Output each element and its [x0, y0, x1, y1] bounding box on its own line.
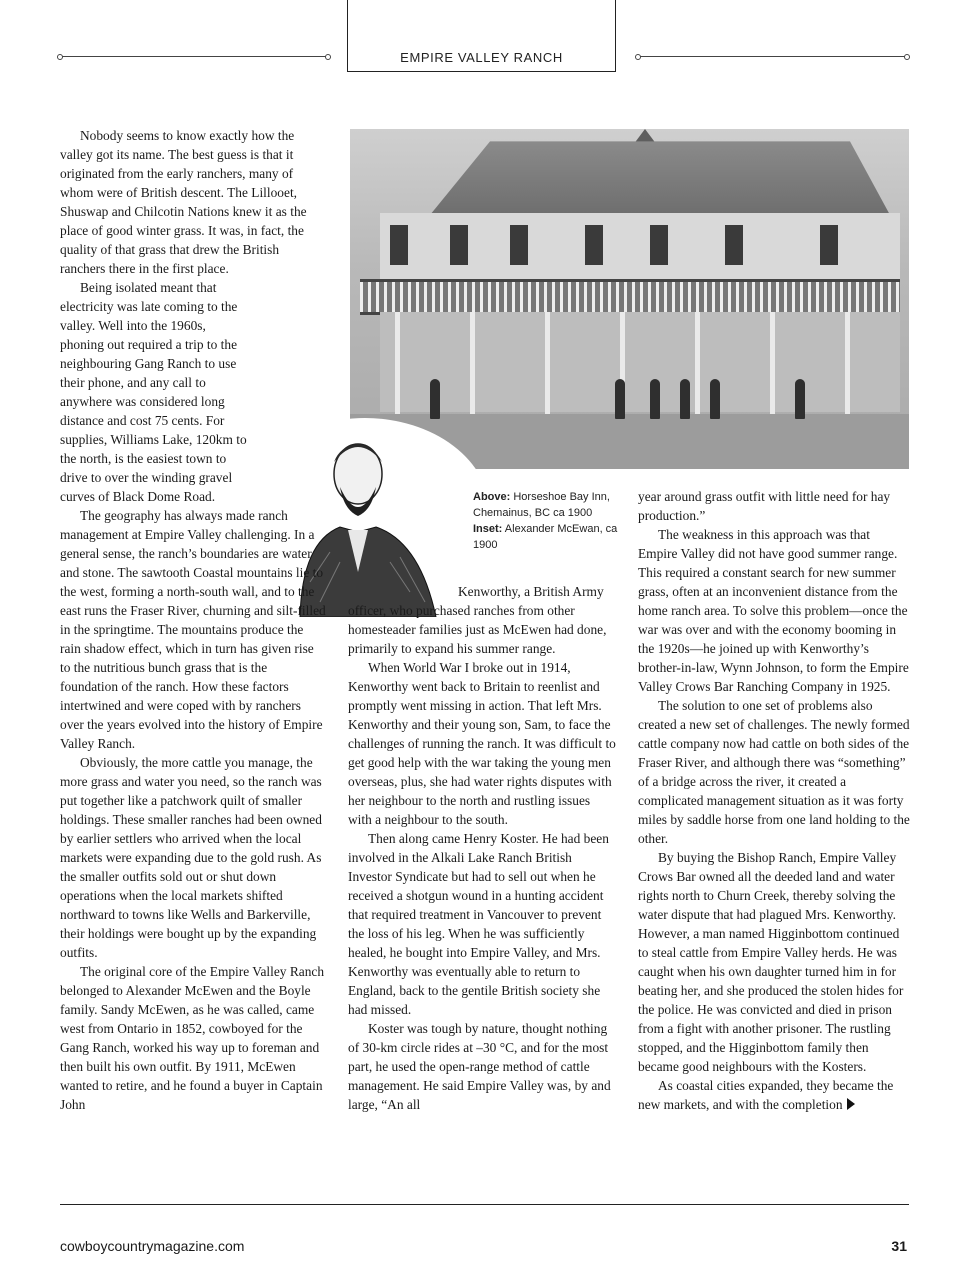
paragraph: Koster was tough by nature, thought nothing of 30-km circle rides at –30 °C, and for the most part, he used the open-range method of cattle management. He said Empire Valley was, by and large, “An all: [348, 1021, 611, 1112]
paragraph: The weakness in this approach was that Empire Valley did not have good summer range. This required a constant search for new summer grass, often at an inconvenient distance from the home ranch area. To solve this problem—once the war was over and with the economy booming in the 1920s—he joined up with Kenworthy’s brother-in-law, Wynn Johnson, to form the Empire Valley Crows Bar Ranching Company in 1925.: [638, 527, 909, 694]
photo-post: [470, 312, 475, 417]
photo-window: [585, 225, 603, 265]
photo-person: [430, 379, 440, 419]
footer-site-url[interactable]: cowboycountrymagazine.com: [60, 1238, 245, 1254]
photo-person: [650, 379, 660, 419]
paragraph: The geography has always made ranch management at Empire Valley challenging. In a general sense, the ranch’s boundaries are water and stone. The sawtooth Coastal mountains lie to the west, forming a north-south wall, and to the east runs the Fraser River, churning and silt-filled in the springtime. The mountains produce the rain shadow effect, which in turn has given rise to the nutritious bunch grass that is the foundation of the ranch. How these factors intertwined and were coped with by ranchers over the years evolved into the history of Empire Valley Ranch.: [60, 508, 326, 751]
continue-arrow-icon: [847, 1098, 855, 1110]
paragraph: Kenworthy, a British Army officer, who purchased ranches from other homesteader families just as McEwen had done, primarily to expand his summer range.: [348, 584, 607, 656]
photo-person: [795, 379, 805, 419]
caption-above-text: Horseshoe Bay Inn, Chemainus, BC ca 1900: [473, 491, 610, 519]
photo-window: [650, 225, 668, 265]
paragraph-last: [638, 1076, 910, 1114]
photo-balcony: [360, 279, 900, 315]
photo-post: [395, 312, 400, 417]
caption-inset-label: Inset:: [473, 523, 503, 535]
article-column-1: [60, 126, 326, 1114]
article-column-3: [638, 487, 910, 1114]
paragraph: Then along came Henry Koster. He had been involved in the Alkali Lake Ranch British Investor Syndicate but had to sell out when he received a shotgun wound in a hunting accident that required treatment in Vancouver to prevent the loss of his leg. When he was sufficiently healed, he bought into Empire Valley, and Mrs. Kenworthy was eventually able to return to England, back to the gentile British society she had missed.: [348, 831, 609, 1017]
paragraph: The original core of the Empire Valley Ranch belonged to Alexander McEwen and the Boyle family. Sandy McEwen, as he was called, came west from Ontario in 1852, cowboyed for the Gang Ranch, worked his way up to foreman and then built his own outfit. By 1911, McEwen wanted to retire, and he found a buyer in Captain John: [60, 964, 325, 1112]
photo-window: [390, 225, 408, 265]
paragraph: Nobody seems to know exactly how the valley got its name. The best guess is that it originated from the early ranchers, many of whom were of British descent. The Lillooet, Shuswap and Chilcotin Nations knew it as the place of good winter grass. It was, in fact, the quality of that grass that drew the British ranchers there in the first place.: [60, 128, 307, 276]
paragraph: Obviously, the more cattle you manage, the more grass and water you need, so the ranch was put together like a patchwork quilt of smaller holdings. These smaller ranches had been owned by earlier settlers who arrived when the local markets were expanding due to the gold rush. As the smaller outfits sold out or shut down operations when the local markets shifted northward to towns like Wells and Barkerville, their holdings were bought up by the expanding outfits.: [60, 755, 322, 960]
rule-end-dot: [904, 54, 910, 60]
photo-window: [820, 225, 838, 265]
photo-person: [680, 379, 690, 419]
photo-person: [710, 379, 720, 419]
photo-person: [615, 379, 625, 419]
photo-caption: [473, 489, 623, 553]
photo-window: [450, 225, 468, 265]
paragraph: When World War I broke out in 1914, Kenworthy went back to Britain to reenlist and promptly went missing in action. That left Mrs. Kenworthy and their young son, Sam, to face the challenges of running the ranch. It was difficult to get good help with the war taking the young men overseas, plus, she had water rights disputes with her neighbour to the north and rustling issues with a neighbour to the south.: [348, 660, 616, 827]
photo-post: [845, 312, 850, 417]
photo-post: [545, 312, 550, 417]
caption-above-label: Above:: [473, 491, 511, 503]
rule-end-dot: [57, 54, 63, 60]
header-rule-left: [60, 56, 328, 57]
rule-end-dot: [635, 54, 641, 60]
paragraph: year around grass outfit with little need for hay production.”: [638, 489, 891, 523]
rule-end-dot: [325, 54, 331, 60]
paragraph-text: As coastal cities expanded, they became the new markets, and with the completion: [638, 1078, 894, 1112]
section-header-box: [347, 0, 616, 72]
inn-photo: [350, 129, 909, 469]
photo-lower-storey: [380, 312, 900, 412]
section-title: EMPIRE VALLEY RANCH: [400, 50, 563, 65]
footer-rule: [60, 1204, 909, 1205]
paragraph: By buying the Bishop Ranch, Empire Valley Crows Bar owned all the deeded land and water rights north to Churn Creek, thereby solving the water dispute that had plagued Mrs. Kenworthy. However, a man named Higginbottom continued to steal cattle from Empire Valley herds. He was caught when his own daughter turned him in for beating her, and she produced the stolen hides for the police. He was convicted and died in prison from a fight with another prisoner. The rustling stopped, and the Higginbottom family then became good neighbours with the Kosters.: [638, 850, 904, 1074]
photo-post: [770, 312, 775, 417]
caption-inset-text: Alexander McEwan, ca 1900: [473, 523, 618, 551]
page-number: 31: [891, 1238, 907, 1254]
header-rule-right: [638, 56, 907, 57]
photo-window: [725, 225, 743, 265]
paragraph: The solution to one set of problems also created a new set of challenges. The newly formed cattle company now had cattle on both sides of the Fraser River, and although there was “something” of a bridge across the river, it created a complicated management situation as it was forty miles by saddle horse from one land holding to the other.: [638, 698, 910, 846]
photo-roof: [390, 135, 890, 215]
paragraph: Being isolated meant that electricity was late coming to the valley. Well into the 1960s, phoning out required a trip to the neighbouring Gang Ranch to use their phone, and any call to anywhere was considered long distance and cost 75 cents. For supplies, Williams Lake, 120km to the north, is the easiest town to drive to over the winding gravel curves of Black Dome Road.: [60, 280, 247, 504]
photo-post: [695, 312, 700, 417]
article-column-2: [348, 582, 616, 1114]
photo-window: [510, 225, 528, 265]
